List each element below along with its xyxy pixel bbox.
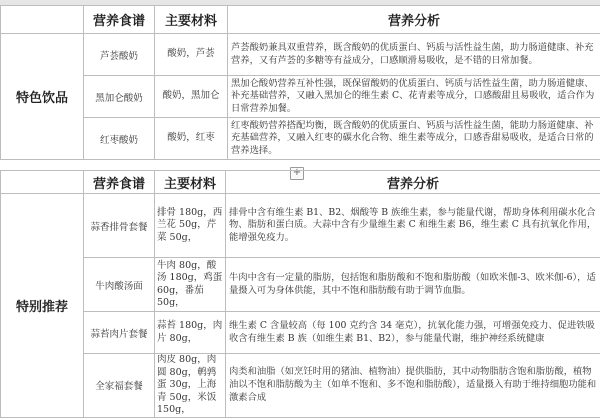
recipe-name: 牛肉酸汤面 bbox=[84, 258, 155, 312]
table-row bbox=[1, 354, 600, 418]
recipe-analysis: 维生素 C 含量较高（每 100 克约含 34 毫克），抗氧化能力强，可增强免疫力、促进铁吸收含有维生素 B 族（如维生素 B1、B2），参与能量代谢，维护神经系统健康 bbox=[226, 312, 600, 354]
recipe-material: 酸奶，黑加仑 bbox=[155, 76, 228, 118]
recipe-analysis: 芦荟酸奶兼具双重营养，既含酸奶的优质蛋白、钙质与活性益生菌，助力肠道健康、补充营养，又有芦荟的多糖等有益成分，口感顺滑易吸收，是不错的日常加餐。 bbox=[228, 34, 600, 76]
drinks-header-row bbox=[1, 6, 600, 34]
combos-category: 特别推荐 bbox=[1, 194, 84, 418]
recipe-name: 芦荟酸奶 bbox=[84, 34, 155, 76]
recipe-name: 黑加仑酸奶 bbox=[84, 76, 155, 118]
recipe-analysis: 黑加仑酸奶营养互补性强，既保留酸奶的优质蛋白、钙质与活性益生菌，助力肠道健康、补充基础营养，又融入黑加仑的维生素 C、花青素等成分，口感酸甜且易吸收，适合作为日常营养加餐。 bbox=[228, 76, 600, 118]
combos-header-analysis: 营养分析 bbox=[226, 171, 600, 194]
recipe-name: 蒜香排骨套餐 bbox=[84, 194, 155, 258]
combos-table bbox=[0, 170, 600, 418]
insert-row-button[interactable]: + bbox=[290, 167, 304, 180]
recipe-analysis: 肉类和油脂（如烹饪时用的猪油、植物油）提供脂肪，其中动物脂肪含饱和脂肪酸，植物油以不饱和脂肪酸为主（如单不饱和、多不饱和脂肪酸），适量摄入有助于维持细胞功能和激素合成 bbox=[226, 354, 600, 418]
drinks-header-analysis: 营养分析 bbox=[228, 6, 600, 34]
combos-header-recipe: 营养食谱 bbox=[84, 171, 155, 194]
header-blank-cell bbox=[1, 171, 84, 194]
drinks-header-recipe: 营养食谱 bbox=[84, 6, 155, 34]
recipe-name: 全家福套餐 bbox=[84, 354, 155, 418]
recipe-name: 蒜苔肉片套餐 bbox=[84, 312, 155, 354]
recipe-material: 牛肉 80g，酸汤 180g，鸡蛋 60g，番茄 50g， bbox=[155, 258, 226, 312]
table-row bbox=[1, 34, 600, 76]
table-row bbox=[1, 312, 600, 354]
recipe-material: 排骨 180g，西兰花 50g，芹菜 50g， bbox=[155, 194, 226, 258]
drinks-category: 特色饮品 bbox=[1, 34, 84, 160]
header-blank-cell bbox=[1, 6, 84, 34]
recipe-name: 红枣酸奶 bbox=[84, 118, 155, 160]
table-row bbox=[1, 118, 600, 160]
recipe-material: 蒜苔 180g，肉片 80g， bbox=[155, 312, 226, 354]
recipe-material: 肉皮 80g，肉圆 80g，鹌鹑蛋 30g，上海青 50g，米饭 150g， bbox=[155, 354, 226, 418]
table-row bbox=[1, 76, 600, 118]
combos-header-row bbox=[1, 171, 600, 194]
table-row bbox=[1, 258, 600, 312]
recipe-analysis: 牛肉中含有一定量的脂肪，包括饱和脂肪酸和不饱和脂肪酸（如欧米伽-3、欧米伽-6），适量摄入可为身体供能，其中不饱和脂肪酸有助于调节血脂。 bbox=[226, 258, 600, 312]
recipe-analysis: 排骨中含有维生素 B1、B2、烟酸等 B 族维生素，参与能量代谢，帮助身体利用碳水化合物、脂肪和蛋白质。大蒜中含有少量维生素 C 和维生素 B6，维生素 C 具有抗氧化作用，能增强免疫力。 bbox=[226, 194, 600, 258]
drinks-table bbox=[0, 5, 600, 160]
recipe-material: 酸奶，红枣 bbox=[155, 118, 228, 160]
drinks-header-material: 主要材料 bbox=[155, 6, 228, 34]
combos-header-material: 主要材料 bbox=[155, 171, 226, 194]
recipe-material: 酸奶，芦荟 bbox=[155, 34, 228, 76]
table-row bbox=[1, 194, 600, 258]
recipe-analysis: 红枣酸奶营养搭配均衡，既含酸奶的优质蛋白、钙质与活性益生菌，能助力肠道健康、补充基础营养，又融入红枣的碳水化合物、维生素等成分，口感香甜易吸收，是适合日常的营养选择。 bbox=[228, 118, 600, 160]
